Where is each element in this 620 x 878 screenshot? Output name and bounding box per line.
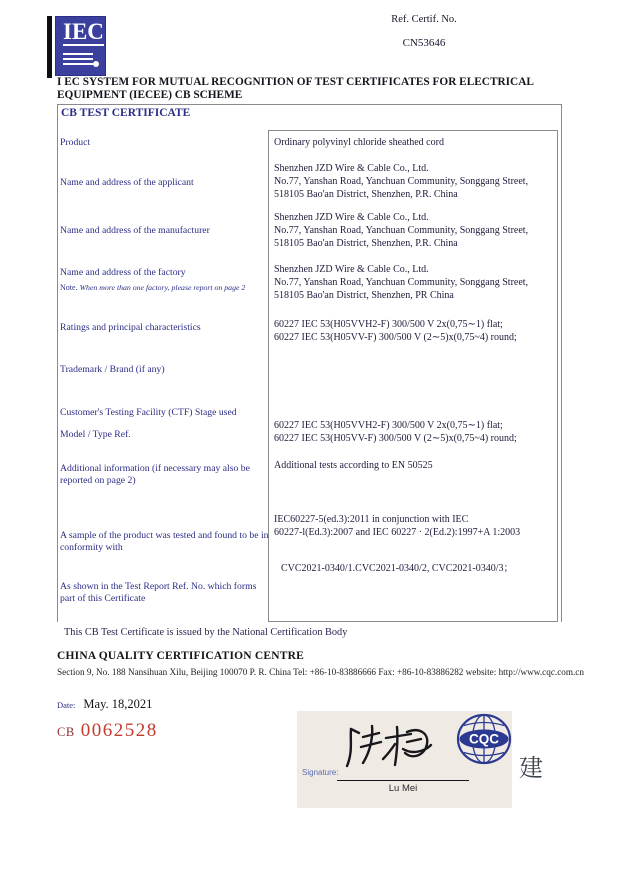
date-row	[57, 697, 152, 712]
manufacturer-line1: Shenzhen JZD Wire & Cable Co., Ltd.	[274, 212, 429, 223]
ratings-label: Ratings and principal characteristics	[60, 322, 201, 333]
certification-body-name: CHINA QUALITY CERTIFICATION CENTRE	[57, 650, 304, 662]
cb-certificate-number	[57, 720, 158, 742]
certificate-values-box	[268, 130, 558, 622]
certification-body-address: Section 9, No. 188 Nansihuan Xilu, Beijing 100070 P. R. China Tel: +86-10-83886666 Fax: +86-10-83886282 website: http://www.cqc.com.cn	[57, 667, 584, 677]
applicant-line2: No.77, Yanshan Road, Yanchuan Community, Songgang Street,	[274, 176, 529, 187]
test-report-label: As shown in the Test Report Ref. No. which forms part of this Certificate	[60, 581, 257, 605]
cb-number: 0062528	[80, 720, 158, 741]
factory-label: Name and address of the factory	[60, 267, 186, 278]
manufacturer-line2: No.77, Yanshan Road, Yanchuan Community, Songgang Street,	[274, 225, 529, 236]
date-label: Date:	[57, 700, 76, 710]
factory-note-prefix: Note.	[60, 283, 78, 292]
conformity-line1: IEC60227-5(ed.3):2011 in conjunction with IEC	[274, 514, 469, 525]
handwritten-signature	[337, 720, 462, 777]
additional-info-value: Additional tests according to EN 50525	[274, 460, 433, 471]
product-value: Ordinary polyvinyl chloride sheathed cord	[274, 137, 444, 148]
cqc-logo-text: CQC	[469, 731, 499, 747]
factory-note-text: When more than one factory, please report on page 2	[79, 283, 246, 292]
ratings-value	[274, 318, 554, 344]
trademark-label: Trademark / Brand (if any)	[60, 364, 165, 375]
iec-logo-lines-icon	[63, 53, 99, 68]
manufacturer-line3: 518105 Bao'an District, Shenzhen, P.R. China	[274, 238, 458, 249]
certificate-title: CB TEST CERTIFICATE	[61, 107, 191, 119]
factory-value	[274, 263, 554, 302]
manufacturer-label: Name and address of the manufacturer	[60, 225, 210, 236]
applicant-value	[274, 162, 554, 201]
ctf-label: Customer's Testing Facility (CTF) Stage used	[60, 407, 237, 418]
stamp-character: 建	[519, 754, 543, 782]
conformity-line2: 60227-l(Ed.3):2007 and IEC 60227 · 2(Ed.2):1997+A 1:2003	[274, 527, 521, 538]
factory-line3: 518105 Bao'an District, Shenzhen, PR China	[274, 290, 454, 301]
applicant-line3: 518105 Bao'an District, Shenzhen, P.R. China	[274, 189, 458, 200]
ref-certif-no-label: Ref. Certif. No.	[391, 14, 457, 25]
applicant-line1: Shenzhen JZD Wire & Cable Co., Ltd.	[274, 163, 429, 174]
conformity-value	[274, 513, 554, 539]
signature-line	[337, 780, 469, 781]
iec-logo	[55, 16, 106, 76]
date-value: May. 18,2021	[83, 697, 153, 711]
cqc-logo-icon	[456, 713, 512, 770]
test-report-value: CVC2021-0340/1.CVC2021-0340/2, CVC2021-0340/3；	[281, 563, 514, 574]
ratings-line2: 60227 IEC 53(H05VV-F) 300/500 V (2∼5)x(0,75~4) round;	[274, 332, 517, 343]
additional-info-label: Additional information (if necessary may also be reported on page 2)	[60, 463, 250, 487]
scheme-heading: I EC SYSTEM FOR MUTUAL RECOGNITION OF TEST CERTIFICATES FOR ELECTRICAL EQUIPMENT (IECEE) CB SCHEME	[57, 76, 534, 102]
applicant-label: Name and address of the applicant	[60, 177, 194, 188]
iec-logo-text: IEC	[63, 20, 104, 46]
factory-line2: No.77, Yanshan Road, Yanchuan Community, Songgang Street,	[274, 277, 529, 288]
model-line2: 60227 IEC 53(H05VV-F) 300/500 V (2∼5)x(0,75~4) round;	[274, 433, 517, 444]
issued-by-statement: This CB Test Certificate is issued by the National Certification Body	[64, 627, 348, 638]
factory-note	[60, 283, 272, 292]
signature-label: Signature:	[302, 768, 339, 777]
ratings-line1: 60227 IEC 53(H05VVH2-F) 300/500 V 2x(0,75∼1) flat;	[274, 319, 503, 330]
signatory-name: Lu Mei	[388, 783, 418, 794]
model-line1: 60227 IEC 53(H05VVH2-F) 300/500 V 2x(0,75∼1) flat;	[274, 420, 503, 431]
manufacturer-value	[274, 211, 554, 250]
iec-logo-spine	[47, 16, 52, 78]
product-label: Product	[60, 137, 91, 148]
factory-line1: Shenzhen JZD Wire & Cable Co., Ltd.	[274, 264, 429, 275]
model-value	[274, 419, 554, 445]
ref-certif-no-value: CN53646	[402, 37, 446, 49]
model-label: Model / Type Ref.	[60, 429, 131, 440]
cb-prefix: CB	[57, 725, 75, 739]
conformity-label: A sample of the product was tested and found to be in conformity with	[60, 530, 269, 554]
